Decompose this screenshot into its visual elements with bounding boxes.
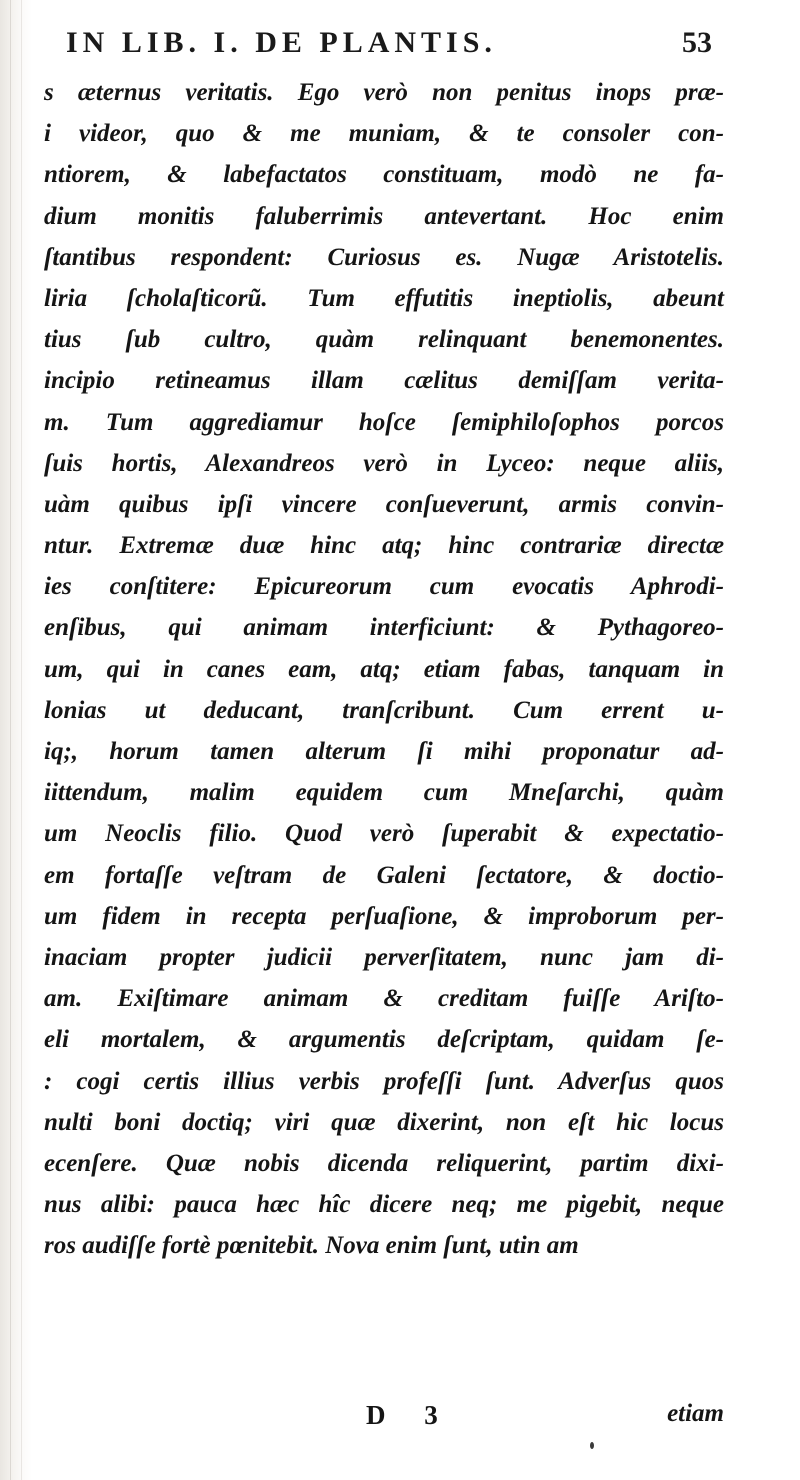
text-line: um, qui in canes eam, atq; etiam fabas, tanquam in [44,655,724,683]
page-number: 53 [682,26,712,59]
text-line: ecenſere. Quæ nobis dicenda reliquerint, partim dixi- [44,1149,724,1177]
text-line: uàm quibus ipſi vincere conſueverunt, armis convin- [44,490,724,518]
text-line: iittendum, malim equidem cum Mneſarchi, quàm [44,779,724,807]
text-line: ntiorem, & labefactatos constituam, modò ne fa- [44,161,724,189]
text-line: : cogi certis illius verbis profeſſi ſunt. Adverſus quos [44,1067,724,1095]
text-line: enſibus, qui animam interficiunt: & Pythagoreo- [44,614,724,642]
text-line: inaciam propter judicii perverſitatem, nunc jam di- [44,943,724,971]
text-line: ſuis hortis, Alexandreos verò in Lyceo: neque aliis, [44,449,724,477]
text-line: um Neoclis filio. Quod verò ſuperabit & expectatio- [44,820,724,848]
text-line: nus alibi: pauca hæc hîc dicere neq; me pigebit, neque [44,1191,724,1219]
text-line: i videor, quo & me muniam, & te consoler con- [44,120,724,148]
text-line: liria ſcholaſticorũ. Tum effutitis ineptiolis, abeunt [44,284,724,312]
text-line: um fidem in recepta perſuaſione, & improborum per- [44,902,724,930]
page-header [62,26,712,66]
text-line: ntur. Extremæ duæ hinc atq; hinc contrariæ directæ [44,532,724,560]
body-text [44,72,724,1266]
text-line: nulti boni doctiq; viri quæ dixerint, non eſt hic locus [44,1108,724,1136]
text-line: dium monitis faluberrimis antevertant. Hoc enim [44,202,724,230]
text-line: iq;, horum tamen alterum ſi mihi proponatur ad- [44,738,724,765]
ink-speck [590,1442,594,1449]
signature-mark: D 3 [366,1400,454,1430]
text-line: tius ſub cultro, quàm relinquant benemonentes. [44,326,724,354]
text-line: ſtantibus respondent: Curiosus es. Nugæ Aristotelis. [44,243,724,271]
binding-gutter [0,0,32,1480]
catchword: etiam [667,1400,724,1427]
text-line: s æternus veritatis. Ego verò non penitus inops præ- [44,79,724,106]
text-line: am. Exiſtimare animam & creditam fuiſſe Ariſto- [44,985,724,1013]
gutter-shadow-line [21,0,22,1480]
page-footer [44,1400,724,1436]
text-line: eli mortalem, & argumentis deſcriptam, quidam ſe- [44,1026,724,1054]
text-line: lonias ut deducant, tranſcribunt. Cum errent u- [44,696,724,724]
text-line: m. Tum aggrediamur hoſce ſemiphiloſophos porcos [44,408,724,436]
text-line: ros audiſſe fortè pœnitebit. Nova enim ſunt, utin am [44,1232,579,1260]
text-line: em fortaſſe veſtram de Galeni ſectatore, & doctio- [44,861,724,889]
running-head: IN LIB. I. DE PLANTIS. [66,26,497,59]
gutter-shadow-line [10,0,11,1480]
text-line: ies conſtitere: Epicureorum cum evocatis Aphrodi- [44,573,724,601]
text-line: incipio retineamus illam cælitus demiſſam verita- [44,367,724,395]
